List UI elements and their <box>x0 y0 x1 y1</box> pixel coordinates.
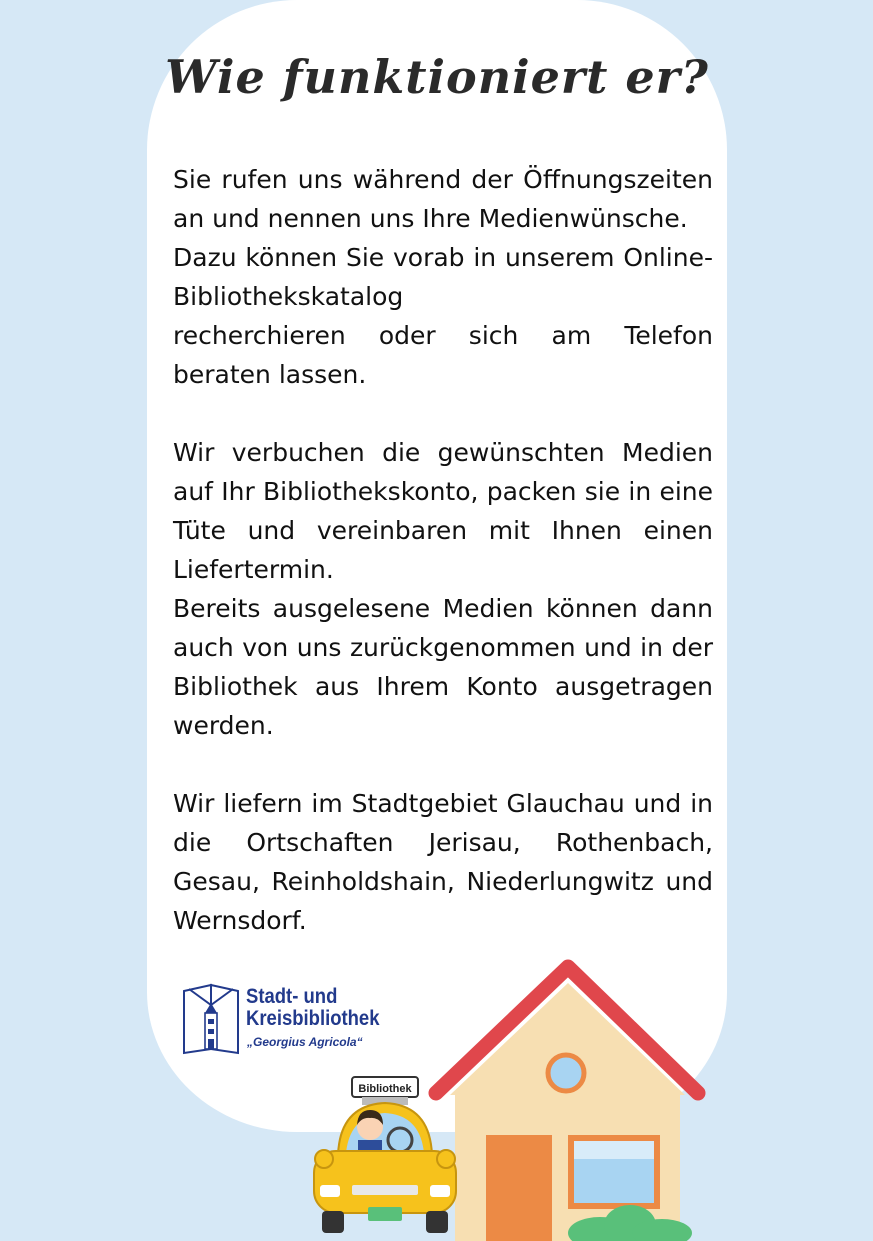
logo-name-line2: Kreisbibliothek <box>246 1007 380 1030</box>
logo-subtitle: „Georgius Agricola“ <box>247 1035 363 1049</box>
delivery-illustration <box>300 955 710 1241</box>
paragraph-research: recherchieren oder sich am Telefon beraten lassen. <box>173 321 713 389</box>
paragraph-call: Sie rufen uns während der Öffnungszeiten an und nennen uns Ihre Medienwünsche. <box>173 165 713 233</box>
car-sign-text: Bibliothek <box>358 1083 412 1095</box>
body-text <box>173 160 713 940</box>
page-title: Wie funktioniert er? <box>165 50 709 104</box>
delivery-car-icon <box>314 1077 456 1233</box>
house-icon <box>436 967 698 1241</box>
paragraph-delivery-area: Wir liefern im Stadtgebiet Glauchau und in die Ortschaften Jerisau, Rothenbach, Gesau, Reinholdshain, Niederlungwitz und Wernsdorf. <box>173 789 713 935</box>
paragraph-catalog: Dazu können Sie vorab in unserem Online-Bibliothekskatalog <box>173 243 713 311</box>
paragraph-booking: Wir verbuchen die gewünschten Medien auf Ihr Bibliothekskonto, packen sie in eine Tüte und vereinbaren mit Ihnen einen Liefertermin. <box>173 438 713 584</box>
paragraph-return: Bereits ausgelesene Medien können dann auch von uns zurückgenommen und in der Bibliothek aus Ihrem Konto ausgetragen werden. <box>173 594 713 740</box>
logo-name-line1: Stadt- und <box>246 985 338 1008</box>
